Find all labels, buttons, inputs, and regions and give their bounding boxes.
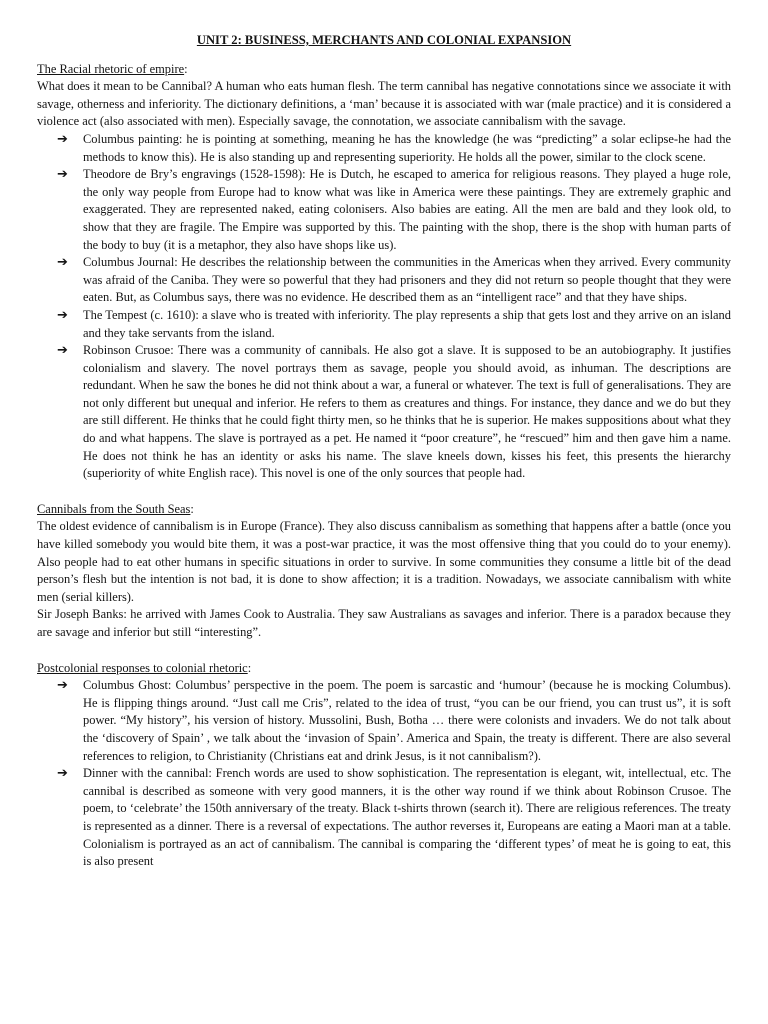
- section-gap: [37, 642, 731, 660]
- section-gap: [37, 483, 731, 501]
- section-heading-line: [37, 501, 731, 519]
- arrow-bullet-icon: ➔: [57, 678, 68, 694]
- heading-colon: :: [184, 61, 188, 76]
- arrow-bullet-icon: ➔: [57, 255, 68, 271]
- bullet-text: Columbus Journal: He describes the relationship between the communities in the Americas when they arrived. Every community was afraid of the Caniba. They were so powerful that they had prisoners and they did not return so people thought that they were eaten. But, as Columbus says, there was no evidence. He described them as an “intelligent race” and that they have ships.: [83, 255, 731, 305]
- paragraph: Sir Joseph Banks: he arrived with James Cook to Australia. They saw Australians as savages and inferior. There is a paradox because they are savage and inferior but still “interesting”.: [37, 607, 731, 639]
- bullet-item: [37, 131, 731, 166]
- bullet-item: [37, 166, 731, 254]
- arrow-bullet-icon: ➔: [57, 131, 68, 147]
- section-heading: Cannibals from the South Seas: [37, 501, 191, 516]
- document-page: [37, 32, 731, 871]
- bullet-text: Dinner with the cannibal: French words are used to show sophistication. The representation is elegant, wit, intellectual, etc. The cannibal is described as someone with very good manners, it is the other way round if we think about Robinson Crusoe. The poem, to ‘celebrate’ the 150th anniversary of the treaty. Black t-shirts thrown (search it). There are religious references. The treaty is represented as a dinner. There is a reversal of expectations. The author reverses it, Europeans are eating a Maori man at a table. Colonialism is portrayed as an act of cannibalism. The cannibal is comparing the ‘different types’ of meat he is going to eat, this is also present: [83, 766, 731, 869]
- bullet-item: [37, 342, 731, 483]
- bullet-item: [37, 307, 731, 342]
- bullet-text: The Tempest (c. 1610): a slave who is treated with inferiority. The play represents a ship that gets lost and they arrive on an island and they take servants from the island.: [83, 307, 731, 340]
- bullet-list: [37, 677, 731, 871]
- section-heading-line: [37, 660, 731, 678]
- arrow-bullet-icon: ➔: [57, 167, 68, 183]
- section-heading: Postcolonial responses to colonial rhetoric: [37, 660, 248, 675]
- paragraph: What does it mean to be Cannibal? A human who eats human flesh. The term cannibal has negative connotations since we associate it with savage, otherness and inferiority. The dictionary definitions, a ‘man’ because it is associated with war (male practice) and it is considered a violence act (also associated with men). Especially savage, the connotation, we associate cannibalism with the savage.: [37, 79, 731, 129]
- section-racial-rhetoric: [37, 61, 731, 483]
- section-heading: The Racial rhetoric of empire: [37, 61, 185, 76]
- paragraph: The oldest evidence of cannibalism is in Europe (France). They also discuss cannibalism as something that happens after a battle (once you have killed somebody you would bite them, it was a post-war practice, it was the most offensive thing that you could do to your enemy). Also people had to eat other humans in specific situations in order to survive. In some communities they consume a little bit of the dead person’s flesh but the intention is not bad, it is done to show affection; it is a tradition. Nowadays, we associate cannibalism with white men (serial killers).: [37, 519, 731, 604]
- document-title: UNIT 2: BUSINESS, MERCHANTS AND COLONIAL EXPANSION: [196, 33, 572, 47]
- bullet-item: [37, 254, 731, 307]
- arrow-bullet-icon: ➔: [57, 307, 68, 323]
- section-heading-line: [37, 61, 731, 79]
- arrow-bullet-icon: ➔: [57, 766, 68, 782]
- heading-colon: :: [247, 660, 252, 675]
- section-postcolonial: [37, 660, 731, 871]
- bullet-item: [37, 765, 731, 871]
- heading-colon: :: [190, 501, 194, 516]
- bullet-item: [37, 677, 731, 765]
- arrow-bullet-icon: ➔: [57, 343, 68, 359]
- bullet-list: [37, 131, 731, 483]
- bullet-text: Theodore de Bry’s engravings (1528-1598): He is Dutch, he escaped to america for religious reasons. They played a huge role, the only way people from Europe had to know what was like in America were these paintings. They are extremely graphic and exaggerated. They are represented naked, eating colonisers. Also babies are eating. All the men are bald and they look old, to show that they are fragile. The Empire was supported by this. The painting with the shop, there is the shop with human parts of the body to buy (it is a metaphor, they also have shops like us).: [83, 167, 731, 252]
- bullet-text: Columbus painting: he is pointing at something, meaning he has the knowledge (he was “predicting” a solar eclipse-he had the methods to know this). He is also standing up and representing superiority. He holds all the power, similar to the clock scene.: [83, 131, 731, 164]
- bullet-text: Columbus Ghost: Columbus’ perspective in the poem. The poem is sarcastic and ‘humour’ (because he is mocking Columbus). He is flipping things around. “Just call me Cris”, related to the idea of trust, “you can be our friend, you can trust us”, it is soft power. “My history”, his version of history. Mussolini, Bush, Botha … there were colonists and invaders. We do not talk about the ‘discovery of Spain’ , we talk about the ‘invasion of Spain’. America and Spain, the treaty is different. There are also several references to religion, to Christianity (Christians eat and drink Jesus, is it not cannibalism?).: [83, 678, 731, 763]
- bullet-text: Robinson Crusoe: There was a community of cannibals. He also got a slave. It is supposed to be an autobiography. It justifies colonialism and slavery. The novel portrays them as savage, people you should avoid, as inhuman. The descriptions are redundant. When he saw the bones he did not think about a war, a funeral or whatever. The text is full of generalisations. They are not only different but unequal and inferior. He refers to them as creatures and things. For instance, they dance and we do but they are still different. He thinks that he could fight thirty men, so he thinks that he is superior. He makes suppositions about what they do and what happens. The slave is portrayed as a pet. He named it “poor creature”, he “rescued” him and then gave him a name. He does not think he has an identity or asks his name. The slave kneels down, kisses his feet, this presents the hierarchy (superiority of white English race). This novel is one of the only sources that people had.: [83, 343, 731, 481]
- section-south-seas: [37, 501, 731, 642]
